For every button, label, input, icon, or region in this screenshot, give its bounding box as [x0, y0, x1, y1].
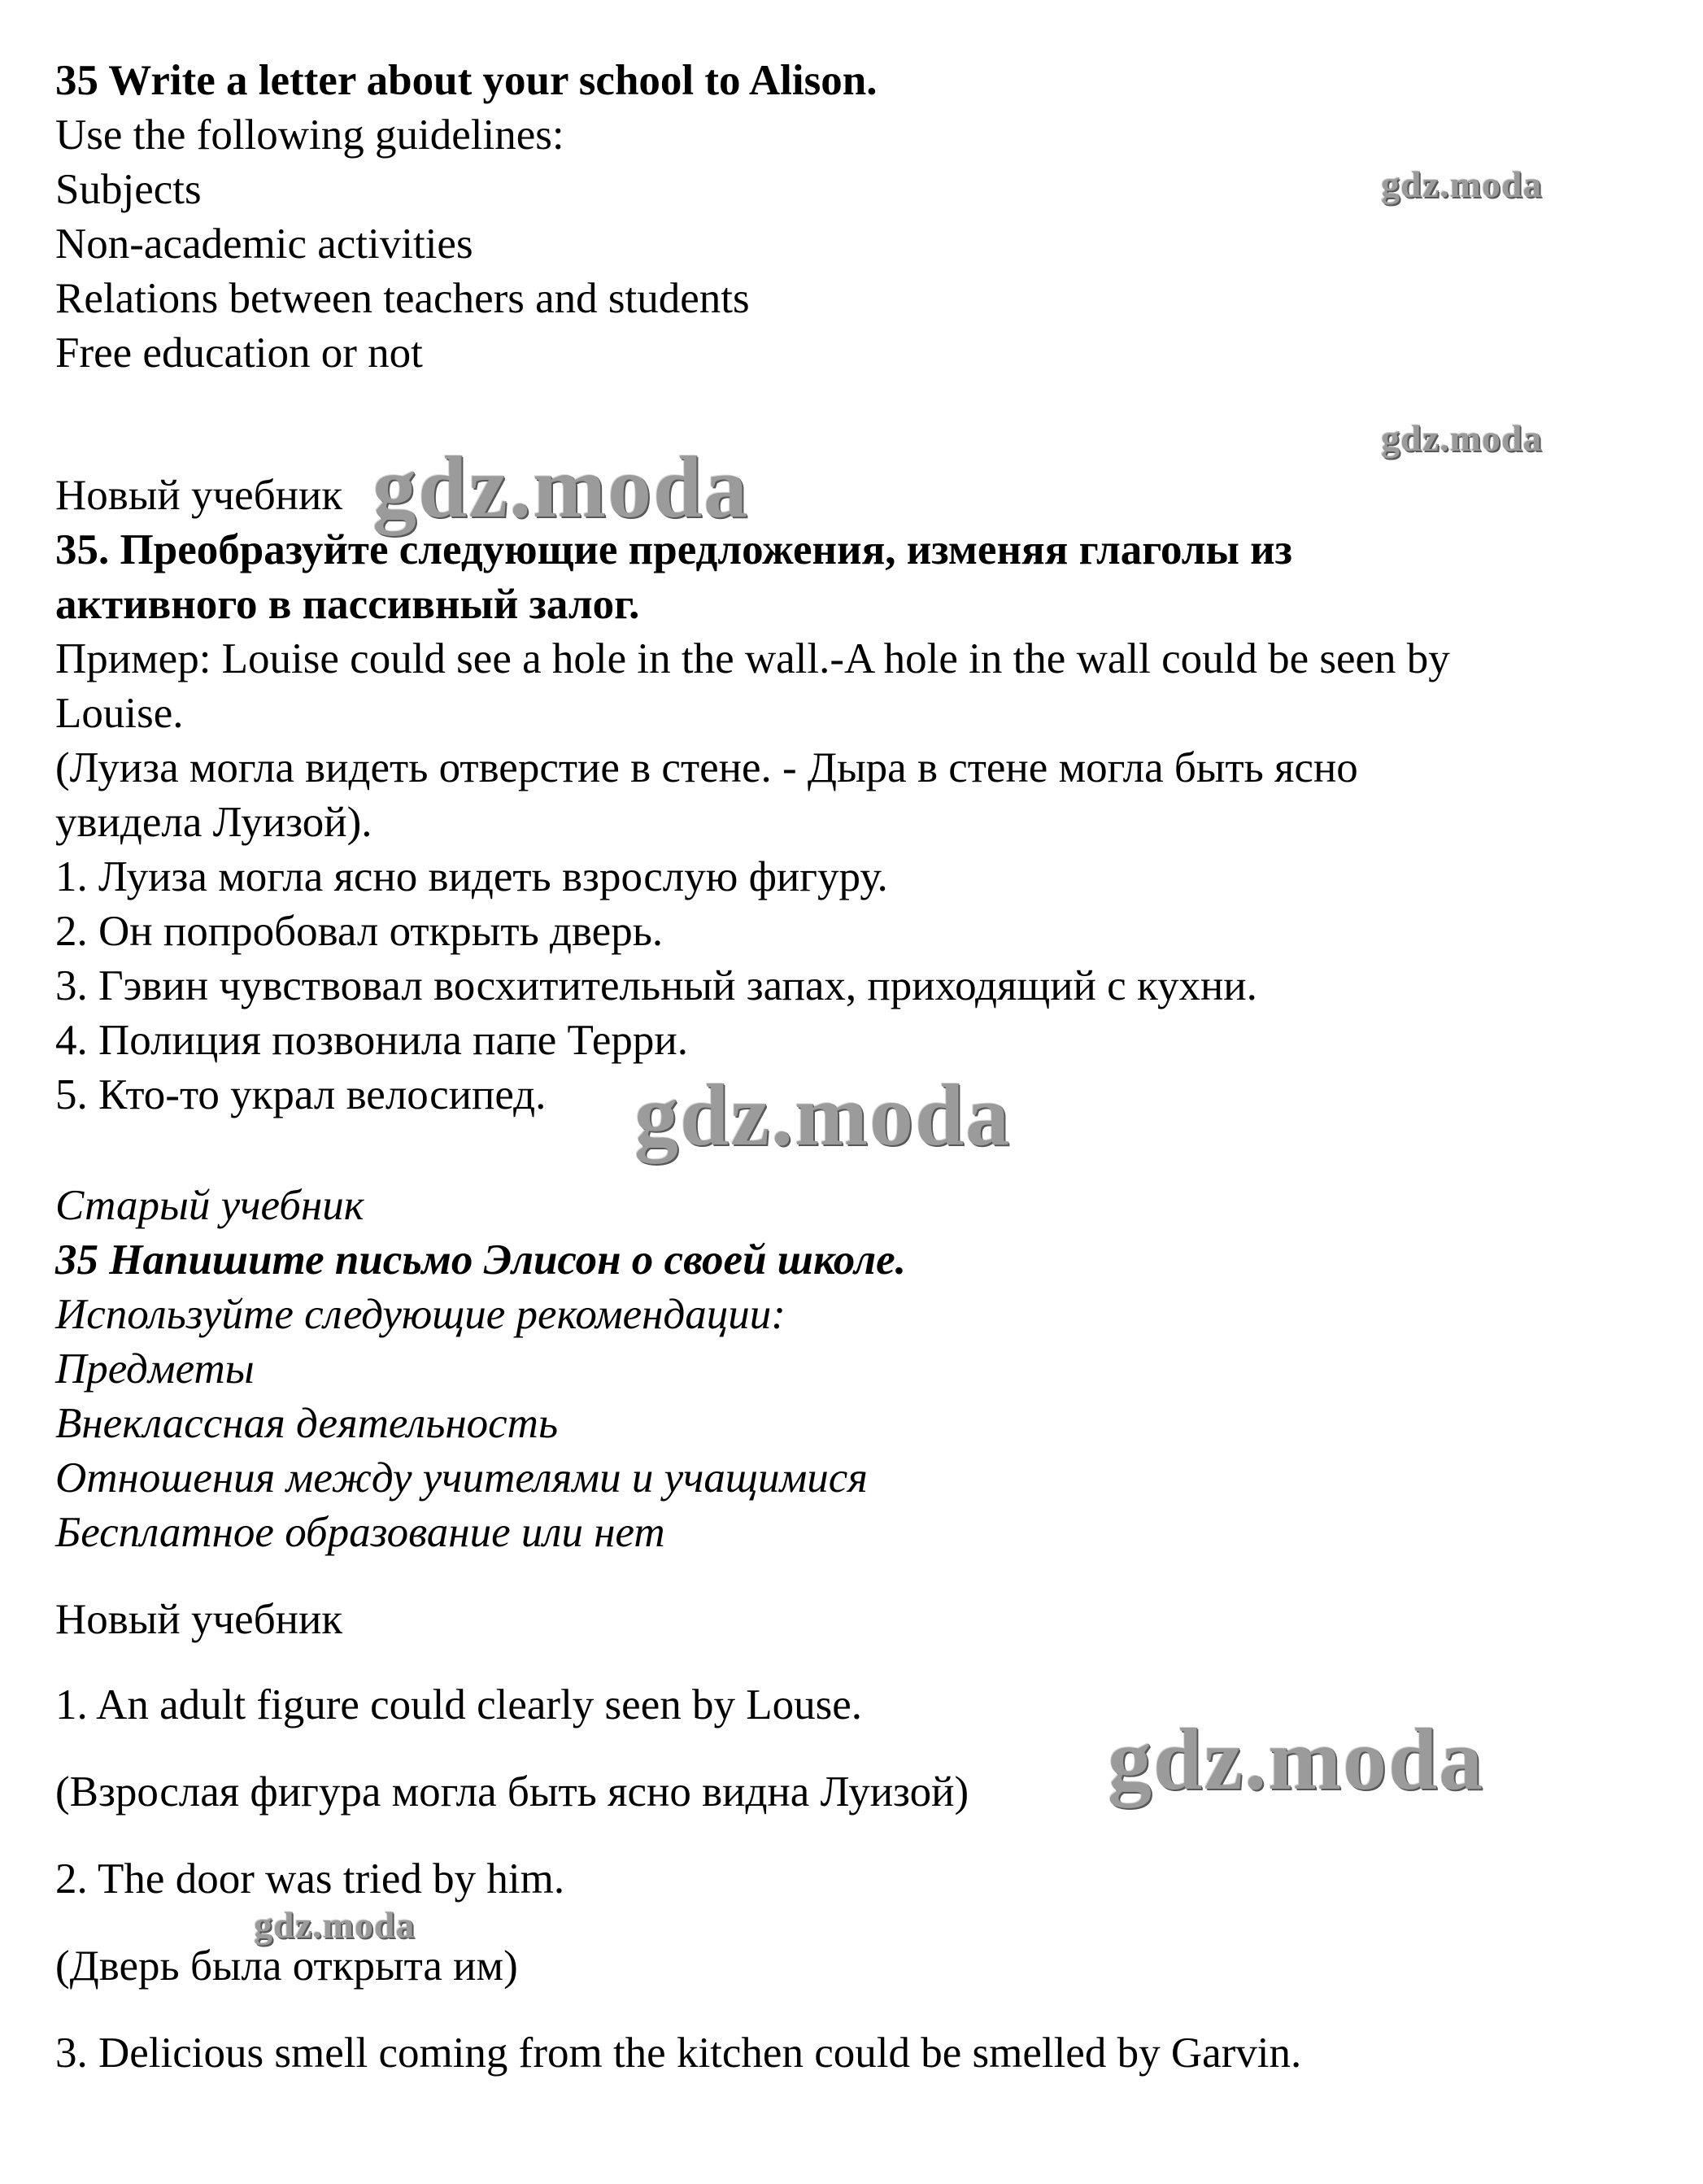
old-textbook-item: Отношения между учителями и учащимися [55, 1454, 868, 1502]
watermark-logo: gdz.moda [254, 1904, 416, 1946]
list-item: 2. Он попробовал открыть дверь. [55, 908, 664, 955]
new-textbook-task-title-line1: 35. Преобразуйте следующие предложения, изменяя глаголы из [55, 526, 1292, 573]
watermark-logo: gdz.moda [1381, 163, 1543, 205]
example-line1: Пример: Louise could see a hole in the wall.-A hole in the wall could be seen by [55, 635, 1450, 682]
new-textbook-task-title-line2: активного в пассивный залог. [55, 581, 640, 628]
old-textbook-item: Бесплатное образование или нет [55, 1509, 665, 1556]
list-item: 4. Полиция позвонила папе Терри. [55, 1017, 688, 1064]
answer-en: 2. The door was tried by him. [55, 1855, 565, 1903]
old-textbook-item: Предметы [55, 1345, 255, 1393]
new-textbook-label: Новый учебник [55, 472, 343, 519]
new-textbook-answers-label: Новый учебник [55, 1596, 343, 1643]
english-task-item: Free education or not [55, 329, 423, 377]
answer-ru: (Взрослая фигура могла быть ясно видна Луизой) [55, 1768, 969, 1816]
list-item: 3. Гэвин чувствовал восхитительный запах, приходящий с кухни. [55, 962, 1257, 1009]
old-textbook-item: Внеклассная деятельность [55, 1400, 559, 1447]
watermark-logo: gdz.moda [634, 1067, 1012, 1164]
old-textbook-intro: Используйте следующие рекомендации: [55, 1291, 786, 1338]
translation-line1: (Луиза могла видеть отверстие в стене. - Дыра в стене могла быть ясно [55, 744, 1358, 791]
english-task-item: Non-academic activities [55, 220, 473, 268]
watermark-logo: gdz.moda [372, 439, 750, 536]
example-line2: Louise. [55, 690, 184, 737]
old-textbook-task-title: 35 Напишите письмо Элисон о своей школе. [55, 1236, 906, 1284]
watermark-logo: gdz.moda [1381, 417, 1543, 459]
list-item: 1. Луиза могла ясно видеть взрослую фигуру. [55, 853, 888, 900]
old-textbook-label: Старый учебник [55, 1182, 364, 1229]
english-task-intro: Use the following guidelines: [55, 111, 564, 159]
english-task-item: Relations between teachers and students [55, 275, 750, 322]
list-item: 5. Кто-то украл велосипед. [55, 1071, 547, 1118]
watermark-logo: gdz.moda [1108, 1711, 1485, 1808]
english-task-title: 35 Write a letter about your school to Alison. [55, 57, 878, 104]
english-task-item: Subjects [55, 166, 202, 213]
answer-en: 3. Delicious smell coming from the kitchen could be smelled by Garvin. [55, 2029, 1302, 2077]
translation-line2: увидела Луизой). [55, 799, 372, 846]
answer-en: 1. An adult figure could clearly seen by Louse. [55, 1681, 862, 1728]
answer-ru: (Дверь была открыта им) [55, 1942, 518, 1990]
